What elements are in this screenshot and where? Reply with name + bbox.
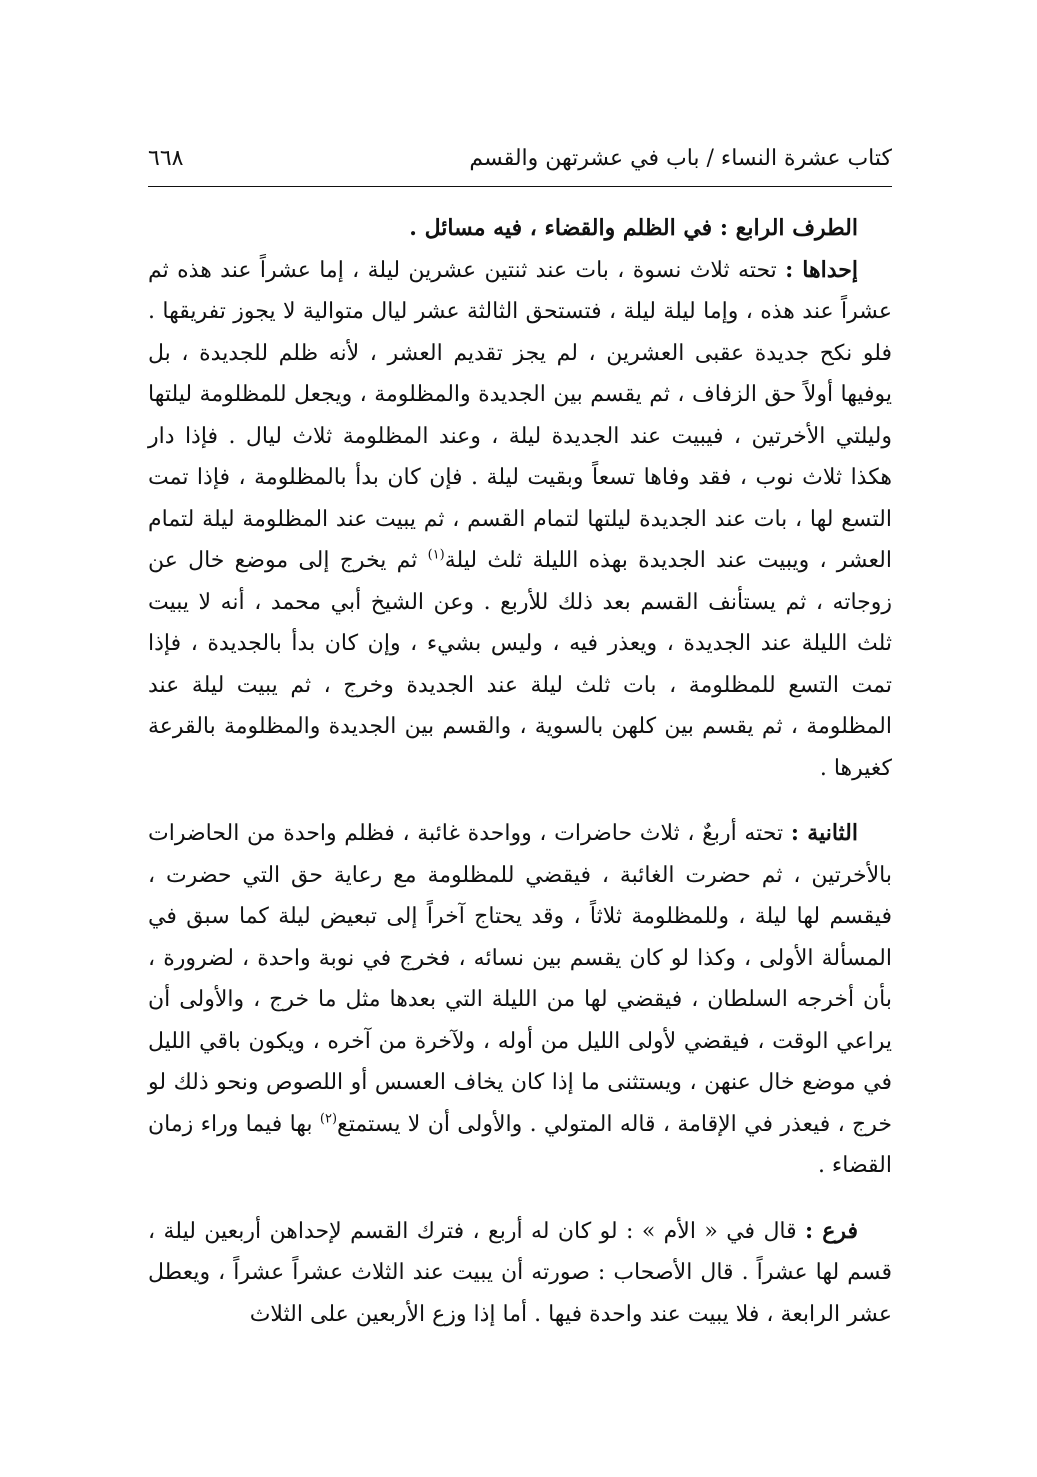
branch-text: قال في « الأم » : لو كان له أربع ، فترك القسم لإحداهن أربعين ليلة ، قسم لها عشراً . قال الأصحاب : صورته أن يبيت عند الثلاث عشراً عشراً ، ويعطل عشر الرابعة ، فلا يبيت عند واحدة فيها . أما إذا وزع الأربعين على الثلاث: [148, 1218, 892, 1327]
first-issue-text-b: ثم يخرج إلى موضع خال عن زوجاته ، ثم يستأنف القسم بعد ذلك للأربع . وعن الشيخ أبي محمد ، أنه لا يبيت ثلث الليلة عند الجديدة ، ويعذر فيه ، وليس بشيء ، وإن كان بدأ بالجديدة ، فإذا تمت التسع للمظلومة ، بات ثلث ليلة عند الجديدة وخرج ، ثم يبيت ليلة عند المظلومة ، ثم يقسم بين كلهن بالسوية ، والقسم بين الجديدة والمظلومة بالقرعة كغيرها .: [148, 548, 892, 781]
main-text: [148, 208, 892, 1335]
paragraph-gap: [148, 789, 892, 813]
paragraph-second-issue: [148, 813, 892, 1187]
first-issue-text-a: تحته ثلاث نسوة ، بات عند ثنتين عشرين ليلة ، إما عشراً عند هذه ثم عشراً عند هذه ، وإما ليلة ليلة ، فتستحق الثالثة عشر ليال متوالية لا يجوز تفريقها . فلو نكح جديدة عقبى العشرين ، لم يجز تقديم العشر ، لأنه ظلم للجديدة ، بل يوفيها أولاً حق الزفاف ، ثم يقسم بين الجديدة والمظلومة ، ويجعل للمظلومة ليلتها وليلتي الأخرتين ، فيبيت عند الجديدة ليلة ، وعند المظلومة ثلاث ليال . فإذا دار هكذا ثلاث نوب ، فقد وفاها تسعاً وبقيت ليلة . فإن كان بدأ بالمظلومة ، فإذا تمت التسع لها ، بات عند الجديدة ليلتها لتمام القسم ، ثم يبيت عند المظلومة ليلة لتمام العشر ، ويبيت عند الجديدة بهذه الليلة ثلث ليلة: [148, 257, 892, 573]
first-issue-lead: إحداها :: [785, 256, 858, 283]
footnote-marker-1: (١): [427, 547, 445, 563]
second-issue-text-a: تحته أربعٌ ، ثلاث حاضرات ، وواحدة غائبة ، فظلم واحدة من الحاضرات بالأخرتين ، ثم حضرت الغائبة ، فيقضي للمظلومة مع رعاية حق التي حضرت ، فيقسم لها ليلة ، وللمظلومة ثلاثاً ، وقد يحتاج آخراً إلى تبعيض ليلة كما سبق في المسألة الأولى ، وكذا لو كان يقسم بين نسائه ، فخرج في نوبة واحدة ، لضرورة ، بأن أخرجه السلطان ، فيقضي لها من الليلة التي بعدها مثل ما خرج ، والأولى أن يراعي الوقت ، فيقضي لأولى الليل من أوله ، ولآخرة من آخره ، ويكون باقي الليل في موضع خال عنهن ، ويستثنى ما إذا كان يخاف العسس أو اللصوص ونحو ذلك لو خرج ، فيعذر في الإقامة ، قاله المتولي . والأولى أن لا يستمتع: [148, 821, 892, 1137]
running-header: [148, 140, 892, 186]
page-number: ٦٦٨: [148, 146, 184, 171]
paragraph-gap: [148, 1187, 892, 1211]
branch-lead: فرع :: [805, 1217, 859, 1244]
footnote-marker-2: (٢): [319, 1111, 338, 1127]
paragraph-first-issue: [148, 250, 892, 790]
header-title: كتاب عشرة النساء / باب في عشرتهن والقسم: [469, 146, 892, 171]
header-divider: [148, 186, 892, 187]
paragraph-branch: [148, 1211, 892, 1336]
section-heading: الطرف الرابع : في الظلم والقضاء ، فيه مسائل .: [409, 215, 858, 241]
second-issue-lead: الثانية :: [790, 820, 858, 846]
second-issue-text-b: بها فيما وراء زمان القضاء .: [148, 1111, 892, 1178]
